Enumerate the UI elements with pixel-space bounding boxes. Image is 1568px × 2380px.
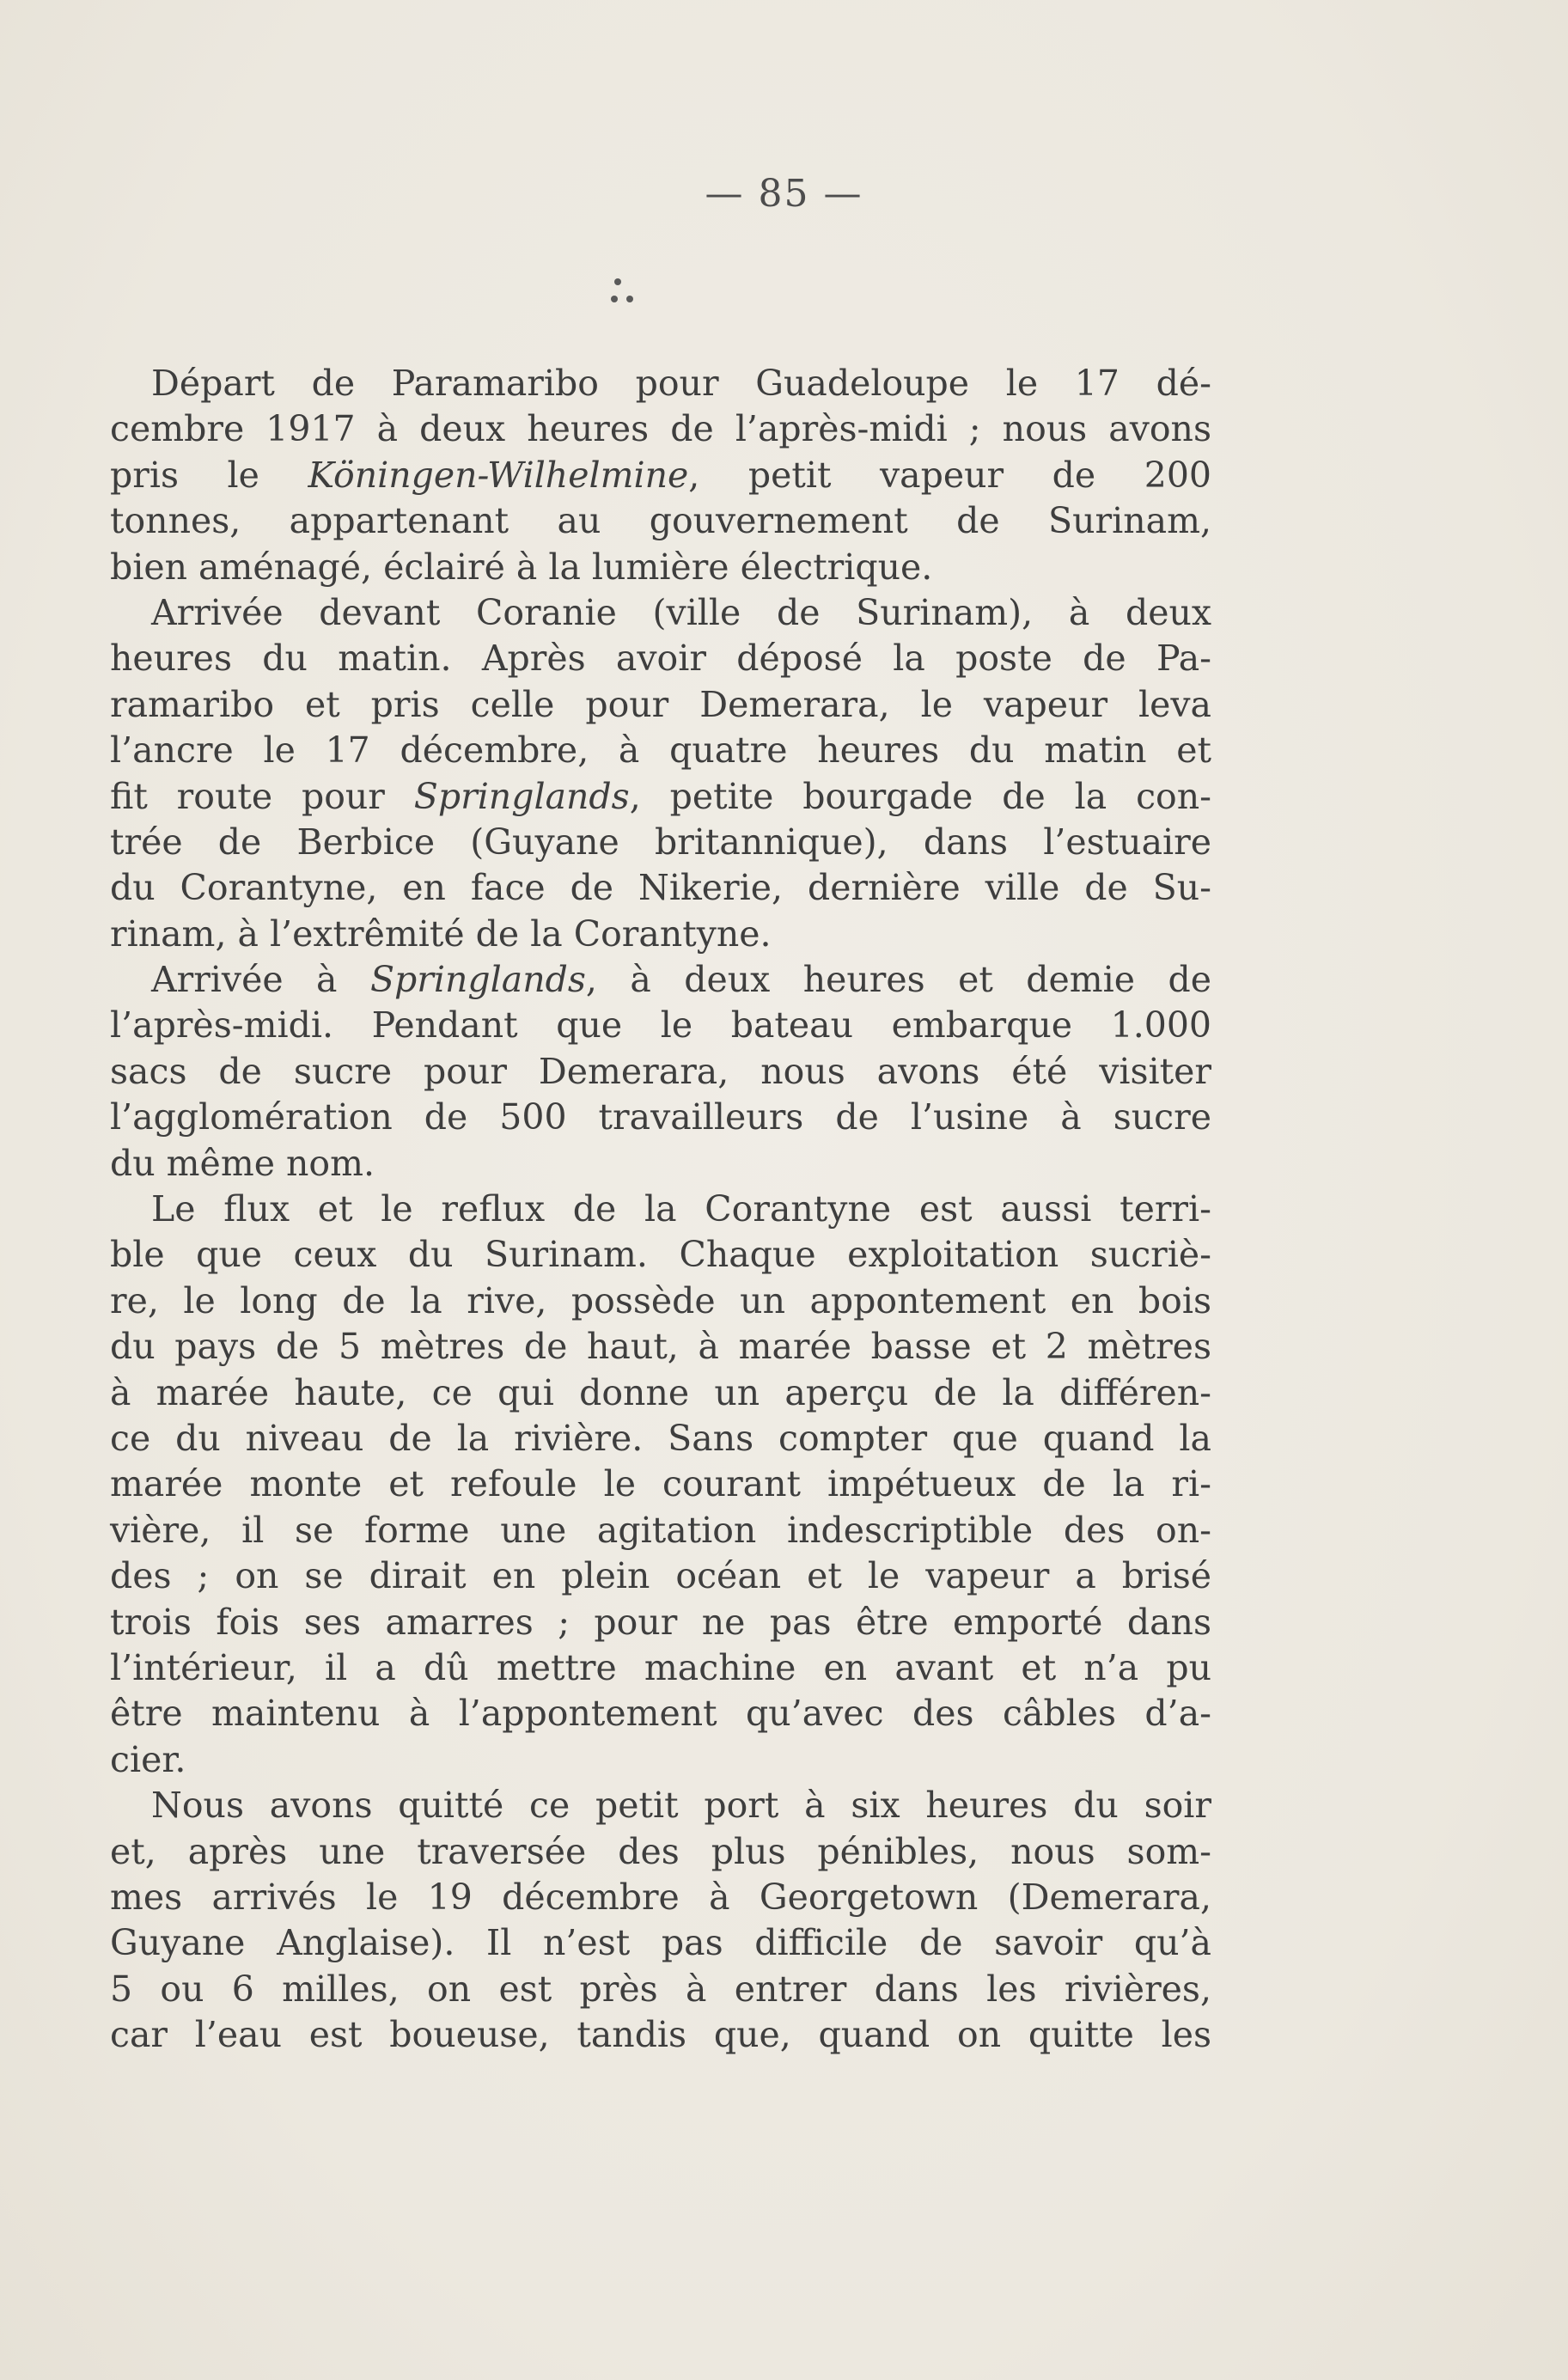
text-line: marée monte et refoule le courant impétueux de la ri-	[110, 1463, 1211, 1505]
text-line: Nous avons quitté ce petit port à six heures du soir	[151, 1785, 1211, 1827]
italic-name: Springlands	[413, 775, 630, 817]
text-line: et, après une traversée des plus pénibles, nous som-	[110, 1830, 1211, 1872]
text-line: du même nom.	[110, 1142, 375, 1184]
text-line: l’intérieur, il a dû mettre machine en avant et n’a pu	[110, 1646, 1211, 1688]
paragraph	[110, 957, 1211, 1187]
text-line: être maintenu à l’appontement qu’avec des câbles d’a-	[110, 1693, 1211, 1735]
text-line: pris le Köningen-Wilhelmine, petit vapeur de 200	[110, 454, 1211, 496]
text-line: à marée haute, ce qui donne un aperçu de la différen-	[110, 1371, 1211, 1413]
italic-name: Köningen-Wilhelmine	[308, 454, 689, 496]
dots-ornament-icon	[614, 272, 649, 311]
paragraph	[110, 361, 1211, 590]
text-line: du pays de 5 mètres de haut, à marée basse et 2 mètres	[110, 1326, 1211, 1368]
text-line: Arrivée à Springlands, à deux heures et demie de	[151, 959, 1212, 1001]
text-line: trois fois ses amarres ; pour ne pas être emporté dans	[110, 1601, 1211, 1643]
text-line: l’après-midi. Pendant que le bateau embarque 1.000	[110, 1004, 1211, 1047]
text-line: mes arrivés le 19 décembre à Georgetown (Demerara,	[110, 1876, 1211, 1918]
italic-name: Springlands	[369, 959, 586, 1001]
text-line: cier.	[110, 1738, 186, 1780]
text-line: trée de Berbice (Guyane britannique), dans l’estuaire	[110, 821, 1211, 863]
text-line: Guyane Anglaise). Il n’est pas difficile de savoir qu’à	[110, 1922, 1211, 1964]
text-line: vière, il se forme une agitation indescriptible des on-	[110, 1509, 1211, 1551]
paragraph	[110, 1783, 1211, 2058]
text-line: du Corantyne, en face de Nikerie, dernière ville de Su-	[110, 867, 1211, 909]
paragraph	[110, 1187, 1211, 1783]
text-line: 5 ou 6 milles, on est près à entrer dans les rivières,	[110, 1968, 1211, 2010]
text-line: tonnes, appartenant au gouvernement de Surinam,	[110, 500, 1211, 542]
text-line: re, le long de la rive, possède un appontement en bois	[110, 1279, 1211, 1321]
text-line: Départ de Paramaribo pour Guadeloupe le 17 dé-	[151, 363, 1211, 404]
text-line: car l’eau est boueuse, tandis que, quand on quitte les	[110, 2014, 1211, 2056]
text-line: sacs de sucre pour Demerara, nous avons été visiter	[110, 1050, 1211, 1092]
text-line: ce du niveau de la rivière. Sans compter que quand la	[110, 1417, 1211, 1459]
text-line: rinam, à l’extrêmité de la Corantyne.	[110, 912, 772, 955]
text-line: fit route pour Springlands, petite bourgade de la con-	[110, 775, 1211, 817]
text-line: Arrivée devant Coranie (ville de Surinam), à deux	[151, 591, 1211, 633]
text-line: Le flux et le reflux de la Corantyne est aussi terri-	[151, 1188, 1211, 1230]
text-line: heures du matin. Après avoir déposé la poste de Pa-	[110, 638, 1211, 680]
text-line: bien aménagé, éclairé à la lumière électrique.	[110, 546, 933, 588]
text-line: ramaribo et pris celle pour Demerara, le vapeur leva	[110, 683, 1211, 725]
body-text	[110, 361, 1211, 2058]
page-number: — 85 —	[705, 172, 863, 216]
paragraph	[110, 590, 1211, 957]
text-line: l’ancre le 17 décembre, à quatre heures du matin et	[110, 729, 1211, 772]
text-line: l’agglomération de 500 travailleurs de l’usine à sucre	[110, 1096, 1211, 1138]
text-line: ble que ceux du Surinam. Chaque exploitation sucriè-	[110, 1234, 1211, 1276]
text-line: cembre 1917 à deux heures de l’après-midi ; nous avons	[110, 408, 1211, 450]
text-line: des ; on se dirait en plein océan et le vapeur a brisé	[110, 1555, 1211, 1597]
